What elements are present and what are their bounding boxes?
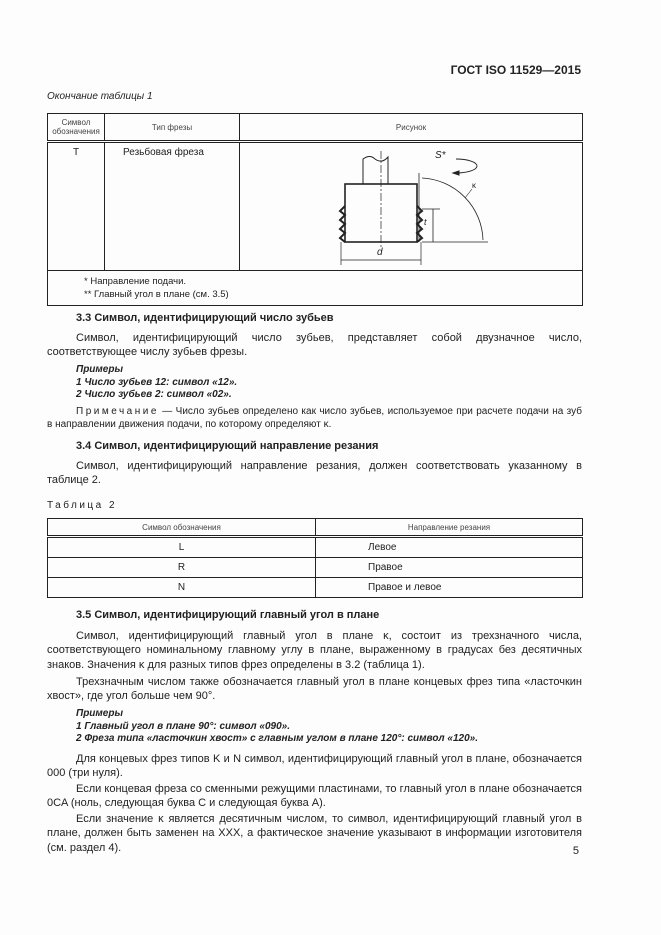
feed-label: S* [435, 150, 446, 161]
example-1: 1 Главный угол в плане 90°: символ «090». [76, 720, 291, 732]
col-header-type: Тип фрезы [105, 114, 240, 142]
section-3-5-para-3: Для концевых фрез типов K и N символ, идентифицирующий главный угол в плане, обозначается 000 (три нуля). [47, 753, 582, 780]
table1-caption: Окончание таблицы 1 [47, 91, 153, 102]
footnote-1: * Направление подачи. [84, 276, 187, 287]
table-1 [47, 113, 583, 306]
section-3-5-para-4: Если концевая фреза со сменными режущими пластинами, то главный угол в плане обозначается 0CA (ноль, следующая буква C и следующая буква A). [47, 783, 582, 810]
cell-symbol: N [48, 578, 316, 598]
table-2 [47, 518, 583, 598]
example-1: 1 Число зубьев 12: символ «12». [76, 376, 238, 388]
cell-symbol: R [48, 558, 316, 578]
col-header-direction: Направление резания [316, 519, 583, 537]
d-label: d [377, 247, 383, 258]
table-row [48, 558, 583, 578]
cell-symbol: T [48, 142, 105, 271]
cell-symbol: L [48, 537, 316, 558]
table2-label: Таблица 2 [47, 500, 118, 511]
cell-direction: Левое [316, 537, 583, 558]
cell-direction: Правое и левое [316, 578, 583, 598]
section-3-5-para-5: Если значение κ является десятичным числом, то символ, идентифицирующий главный угол в плане, должен быть заменен на XXX, а фактическое значение указывают в информации изготовителя (см. раздел 4). [47, 813, 582, 854]
section-3-3-para: Символ, идентифицирующий число зубьев, представляет собой двузначное число, соответствующее числу зубьев фрезы. [47, 332, 582, 359]
examples-title: Примеры [76, 364, 124, 375]
t-label: t [424, 217, 427, 227]
section-3-5-heading: 3.5 Символ, идентифицирующий главный угол в плане [76, 609, 380, 621]
table-row [48, 578, 583, 598]
page-number: 5 [572, 845, 579, 857]
cell-direction: Правое [316, 558, 583, 578]
footnote-2: ** Главный угол в плане (см. 3.5) [84, 289, 229, 300]
table-row [48, 537, 583, 558]
examples-title: Примеры [76, 708, 124, 719]
col-header-figure: Рисунок [240, 114, 583, 142]
cell-figure [240, 142, 583, 271]
angle-label: κ [472, 181, 476, 190]
col-header-symbol: Символ обозначения [48, 114, 105, 142]
note-label: Примечание [76, 406, 159, 417]
section-3-4-heading: 3.4 Символ, идентифицирующий направление резания [76, 440, 379, 452]
section-3-5-para-1: Символ, идентифицирующий главный угол в плане κ, состоит из трехзначного числа, соответствующего номинальному главному углу в плане, выраженному в градусах без десятичных знаков. Значения κ для разных типов фрез определены в 3.2 (таблица 1). [47, 630, 582, 671]
example-2: 2 Фреза типа «ласточкин хвост» с главным углом в плане 120°: символ «120». [76, 733, 479, 745]
note-text: — Число зубьев определено как число зубьев, используемое при расчете подачи на зуб в направлении движения подачи, по которому определяют κ. [47, 406, 582, 430]
section-3-5-para-2: Трехзначным числом также обозначается главный угол в плане концевых фрез типа «ласточкин хвост», где угол больше чем 90°. [47, 676, 582, 703]
section-3-4-para: Символ, идентифицирующий направление резания, должен соответствовать указанному в таблице 2. [47, 460, 582, 487]
example-2: 2 Число зубьев 2: символ «02». [76, 389, 232, 401]
cell-type: Резьбовая фреза [105, 142, 240, 271]
thread-mill-drawing [240, 143, 583, 272]
col-header-symbol: Символ обозначения [48, 519, 316, 537]
section-3-3-heading: 3.3 Символ, идентифицирующий число зубьев [76, 312, 334, 324]
document-id: ГОСТ ISO 11529—2015 [450, 63, 581, 77]
note [47, 405, 582, 431]
